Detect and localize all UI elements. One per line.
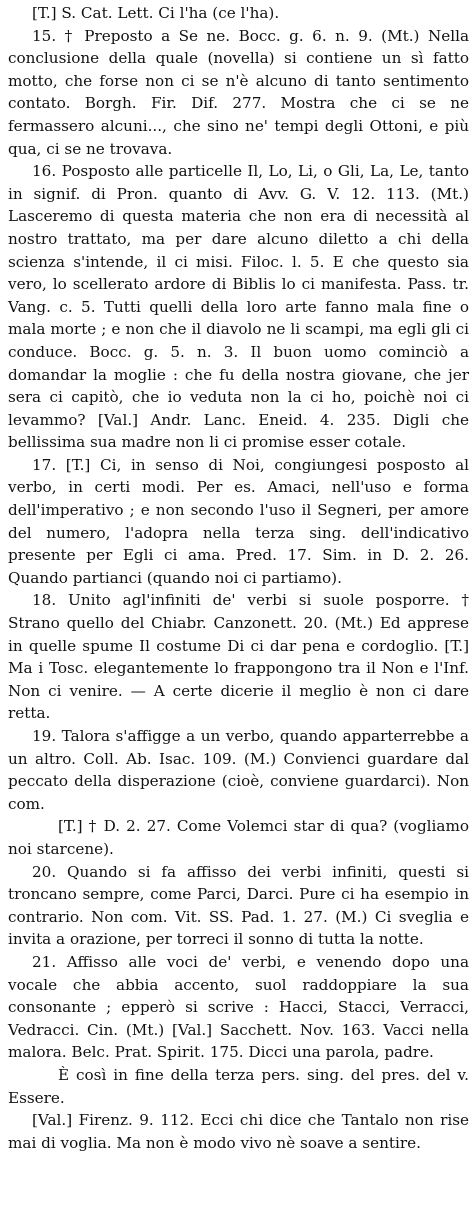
entry-16: 16. Posposto alle particelle Il, Lo, Li, o Gli, La, Le, tanto in signif. di Pron. quanto di Avv. G. V. 12. 113. (Mt.) Lasceremo di questa materia che non era di necessità al nostro trattato, ma per dare alcuno diletto a chi della scienza s'intende, il ci misi. Filoc. l. 5. E che questo sia vero, lo scellerato ardore di Biblis lo ci manifesta. Pass. tr. Vang. c. 5. Tutti quelli della loro arte fanno mala fine o mala morte ; e non che il diavolo ne li scampi, ma egli gli ci conduce. Bocc. g. 5. n. 3. Il buon uomo cominciò a domandar la moglie : che fu della nostra giovane, che jer sera ci capitò, che io veduta non la ci ho, poichè noi ci levammo? [Val.] Andr. Lanc. Eneid. 4. 235. Digli che bellissima sua madre non li ci promise esser cotale.: [8, 162, 469, 452]
entry-17: 17. [T.] Ci, in senso di Noi, congiungesi posposto al verbo, in certi modi. Per es. Amaci, nell'uso e forma dell'imperativo ; e non secondo l'uso il Segneri, per amore del numero, l'adopra nella terza sing. dell'indicativo presente per Egli ci ama. Pred. 17. Sim. in D. 2. 26. Quando partianci (quando noi ci partiamo).: [8, 455, 469, 587]
entry-21-example: [Val.] Firenz. 9. 112. Ecci chi dice che Tantalo non rise mai di voglia. Ma non è modo vivo nè soave a sentire.: [8, 1111, 469, 1152]
paragraph-1: [T.] S. Cat. Lett. Ci l'ha (ce l'ha).: [32, 4, 280, 22]
entry-21-note: È così in fine della terza pers. sing. del pres. del v. Essere.: [8, 1065, 469, 1107]
entry-15: 15. † Preposto a Se ne. Bocc. g. 6. n. 9. (Mt.) Nella conclusione della quale (novella) si contiene un sì fatto motto, che forse non ci se n'è alcuno di tanto sentimento contato. Borgh. Fir. Dif. 277. Mostra che ci se ne fermassero alcuni..., che sino ne' tempi degli Ottoni, e più qua, ci se ne trovava.: [8, 26, 469, 158]
entry-21: 21. Affisso alle voci de' verbi, e venendo dopo una vocale che abbia accento, suol raddoppiare la sua consonante ; epperò si scrive : Hacci, Stacci, Verracci, Vedracci. Cin. (Mt.) [Val.] Sacchett. Nov. 163. Vacci nella malora. Belc. Prat. Spirit. 175. Dicci una parola, padre.: [8, 952, 469, 1062]
entry-18: 18. Unito agl'infiniti de' verbi si suole posporre. † Strano quello del Chiabr. Canzonett. 20. (Mt.) Ed apprese in quelle spume Il costume Di ci dar pena e cordoglio. [T.] Ma i Tosc. elegantemente lo frappongono tra il Non e l'Inf. Non ci venire. — A certe dicerie il meglio è non ci dare retta.: [8, 591, 469, 723]
entry-19-note: [T.] † D. 2. 27. Come Volemci star di qua? (vogliamo noi starcene).: [8, 817, 469, 858]
entry-19: 19. Talora s'affigge a un verbo, quando apparterrebbe a un altro. Coll. Ab. Isac. 109. (M.) Convienci guardare dal peccato della disperazione (cioè, conviene guardarci). Non com.: [8, 727, 469, 813]
entry-20: 20. Quando si fa affisso dei verbi infiniti, questi si troncano sempre, come Parci, Darci. Pure ci ha esempio in contrario. Non com. Vit. SS. Pad. 1. 27. (M.) Ci sveglia e invita a orazione, per torreci il sonno di tutta la notte.: [8, 862, 469, 949]
